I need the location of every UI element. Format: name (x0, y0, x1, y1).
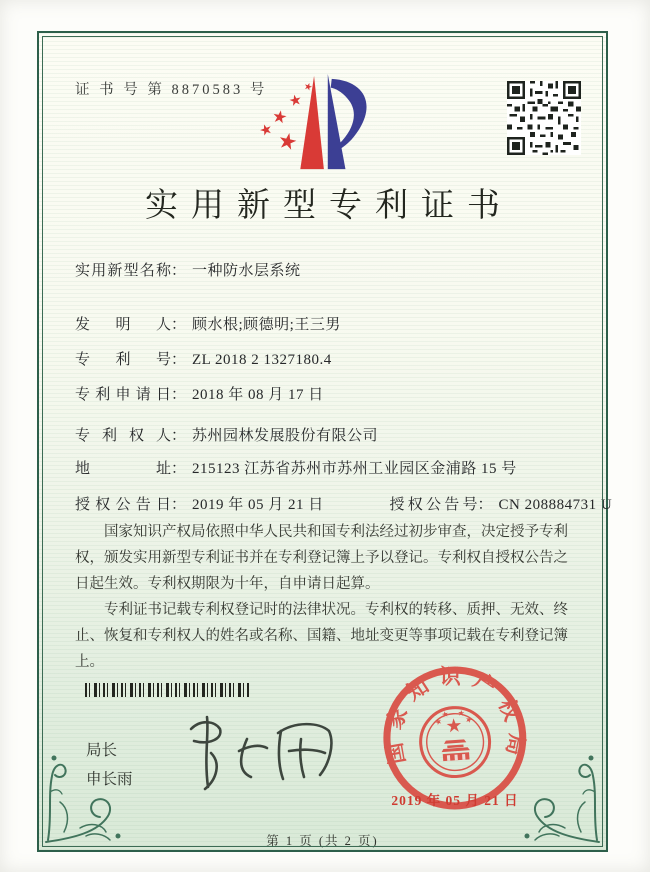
field-row-patent-number: 专利号： ZL 2018 2 1327180.4 (75, 348, 586, 369)
seal-text: 国家知识产权局 (380, 664, 530, 768)
field-row-grant: 授权公告日： 2019 年 05 月 21 日 授权公告号： CN 208884731 U (75, 493, 586, 514)
field-row-name: 实用新型名称： 一种防水层系统 (75, 259, 586, 280)
officer-name: 申长雨 (86, 771, 133, 788)
grant-date-label: 授权公告日 (75, 497, 171, 513)
field-value: 顾水根;顾德明;王三男 (192, 317, 341, 333)
grant-no-label: 授权公告号 (389, 497, 478, 513)
field-label: 实用新型名称 (75, 263, 171, 279)
legal-paragraph-1: 国家知识产权局依照中华人民共和国专利法经过初步审查，决定授予专利权，颁发实用新型专利证书并在专利登记簿上予以登记。专利权自授权公告之日起生效。专利权期限为十年，自申请日起算。 (75, 524, 568, 593)
barcode (85, 683, 251, 697)
field-label: 发明人 (75, 317, 171, 333)
field-value: 2018 年 08 月 17 日 (192, 387, 324, 403)
field-row-filing-date: 专利申请日： 2018 年 08 月 17 日 (75, 383, 586, 404)
certificate-title: 实用新型专利证书 (145, 188, 513, 224)
certificate-number: 证 书 号 第 8870583 号 (75, 82, 268, 98)
field-value: ZL 2018 2 1327180.4 (192, 352, 332, 368)
field-label: 专利号 (75, 352, 171, 368)
legal-text (75, 519, 575, 676)
field-label: 专利权人 (75, 428, 171, 444)
legal-paragraph-2: 专利证书记载专利权登记时的法律状况。专利权的转移、质押、无效、终止、恢复和专利权人的姓名或名称、国籍、地址变更等事项记载在专利登记簿上。 (75, 602, 568, 671)
field-label: 地址 (75, 461, 171, 477)
field-value: 215123 江苏省苏州市苏州工业园区金浦路 15 号 (192, 461, 517, 477)
field-label: 专利申请日 (75, 387, 171, 403)
seal-date: 2019 年 05 月 21 日 (391, 793, 519, 808)
field-value: 苏州园林发展股份有限公司 (192, 428, 379, 444)
field-row-patentee: 专利权人： 苏州园林发展股份有限公司 (75, 424, 586, 445)
field-value: 一种防水层系统 (192, 263, 301, 279)
field-row-inventors: 发明人： 顾水根;顾德明;王三男 (75, 313, 586, 334)
grant-no-value: CN 208884731 U (498, 497, 613, 513)
signature-handwritten (177, 709, 352, 802)
page-number: 第 1 页 (共 2 页) (266, 834, 379, 848)
grant-date-value: 2019 年 05 月 21 日 (192, 497, 324, 513)
certificate-frame (37, 31, 613, 852)
cnipa-logo-icon (253, 71, 381, 182)
qr-code (507, 81, 581, 160)
officer-title: 局长 (86, 742, 118, 759)
corner-flourish-left (40, 732, 152, 849)
field-row-address: 地址： 215123 江苏省苏州市苏州工业园区金浦路 15 号 (75, 457, 586, 478)
